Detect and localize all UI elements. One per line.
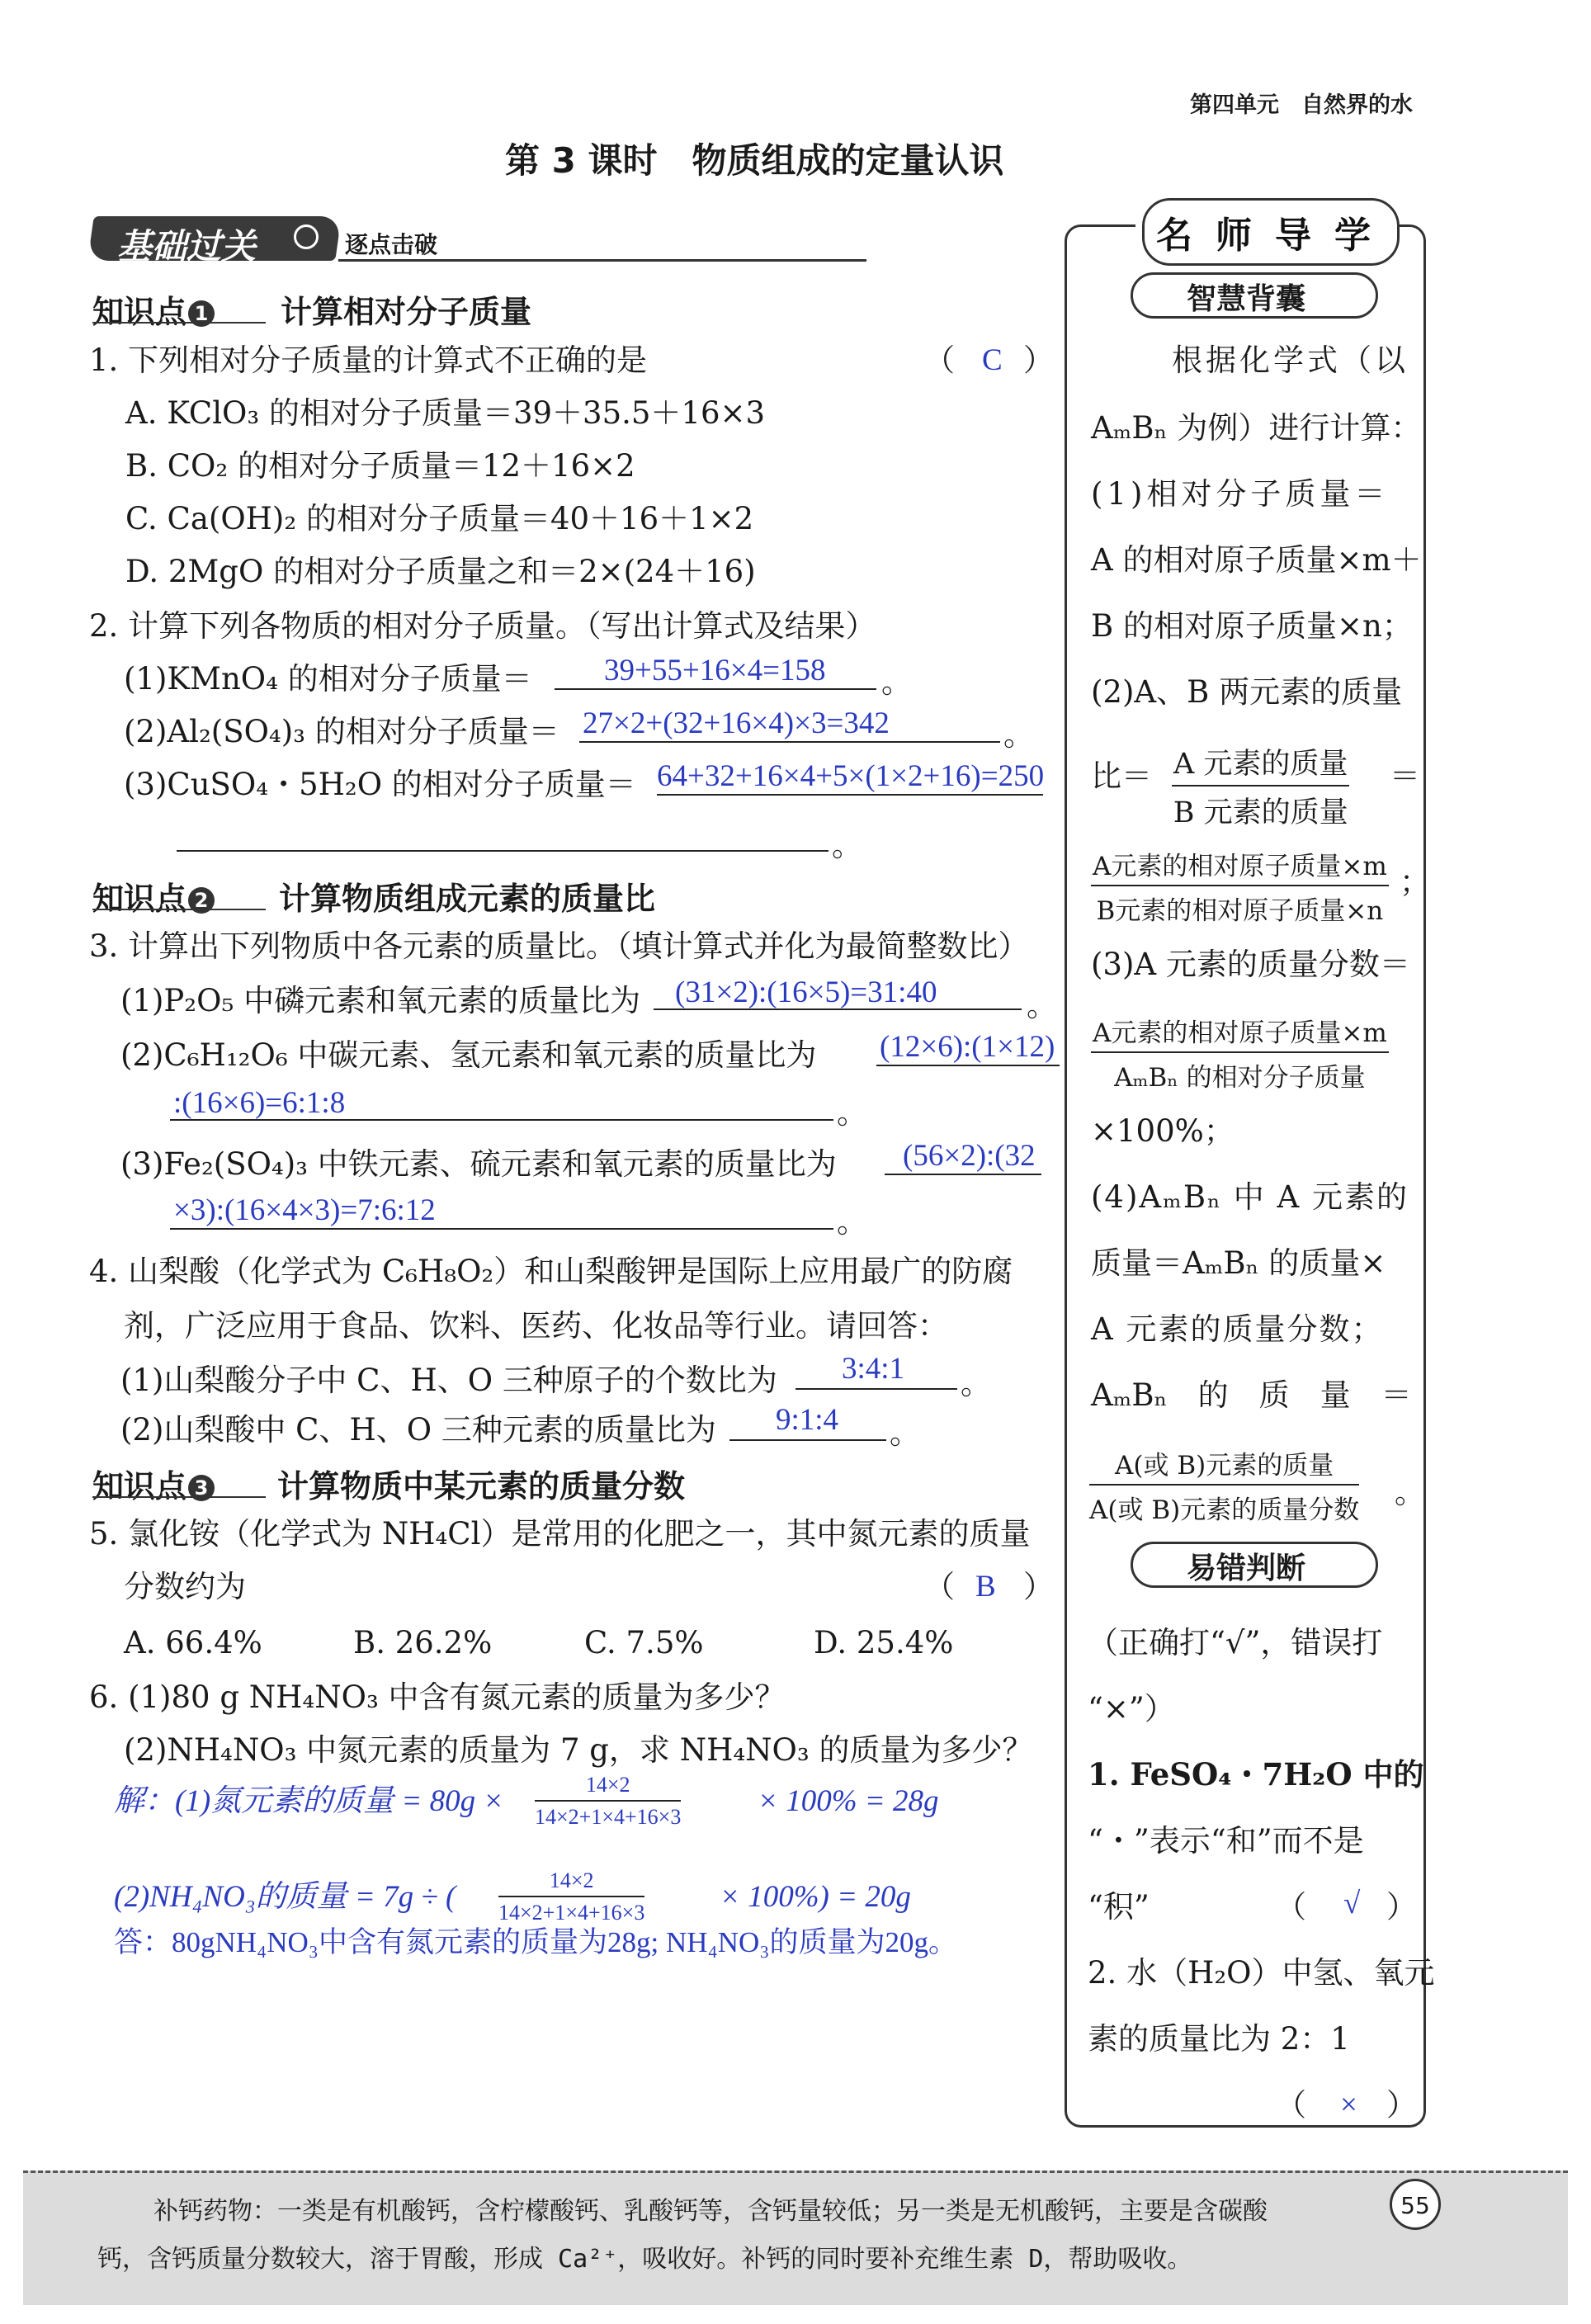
q2-blank3a xyxy=(657,794,1043,796)
q5-answer: B xyxy=(975,1570,996,1604)
sidebar-text-2: AₘBₙ 为例）进行计算： xyxy=(1091,410,1422,446)
q4-answer1: 3:4:1 xyxy=(842,1352,905,1386)
q2-stem: 2. 计算下列各物质的相对分子质量。（写出计算式及结果） xyxy=(89,608,876,644)
sidebar-text-16: 1. FeSO₄・7H₂O 中的 xyxy=(1088,1756,1424,1793)
sidebar-text-11: 质量＝AₘBₙ 的质量× xyxy=(1091,1245,1386,1281)
sidebar-title xyxy=(1142,198,1400,266)
q6-solution1-numerator: 14×2 xyxy=(535,1773,681,1802)
q1-answer: C xyxy=(982,343,1003,377)
q2-blank3b xyxy=(177,850,829,852)
sidebar-text-13: AₘBₙ 的 质 量 ＝ xyxy=(1091,1377,1412,1413)
q3-answer3b: ×3):(16×4×3)=7:6:12 xyxy=(173,1193,436,1227)
sidebar-fraction-3 xyxy=(1091,1012,1389,1094)
q2-part1: (1)KMnO₄ 的相对分子质量＝ xyxy=(124,661,532,697)
q5-bracket-right: ） xyxy=(1023,1569,1054,1604)
q3-answer3a: (56×2):(32 xyxy=(903,1139,1036,1173)
sidebar-judge1-bracket-left: （ xyxy=(1276,1889,1306,1925)
q3-part2: (2)C₆H₁₂O₆ 中碳元素、氢元素和氧元素的质量比为 xyxy=(120,1037,817,1073)
banner-label: 基础过关 xyxy=(117,226,257,267)
q6-line1: 6. (1)80 g NH₄NO₃ 中含有氮元素的质量为多少？ xyxy=(89,1679,786,1715)
sidebar-text-9: ×100%； xyxy=(1091,1113,1235,1149)
sidebar-text-4: A 的相对原子质量×m＋ xyxy=(1091,542,1422,578)
footer-line1: 补钙药物：一类是有机酸钙，含柠檬酸钙、乳酸钙等，含钙量较低；另一类是无机酸钙，主要是含碳酸 xyxy=(153,2197,1268,2226)
q6-answer-statement: 答：80gNH₄NO₃中含有氮元素的质量为28g; NH₄NO₃的质量为20g。 xyxy=(114,1926,957,1958)
footer-line2: 钙，含钙质量分数较大，溶于胃酸，形成 Ca²⁺，吸收好。补钙的同时要补充维生素 D，帮助吸收。 xyxy=(97,2245,1192,2274)
kp1-title: 计算相对分子质量 xyxy=(281,294,532,330)
sidebar-fraction-4 xyxy=(1089,1444,1359,1526)
q3-answer1: (31×2):(16×5)=31:40 xyxy=(675,975,937,1009)
q4-end2: 。 xyxy=(890,1415,920,1451)
q1-option-b: B. CO₂ 的相对分子质量＝12＋16×2 xyxy=(125,448,635,484)
kp3-title: 计算物质中某元素的质量分数 xyxy=(277,1468,686,1504)
q2-end2: 。 xyxy=(1003,717,1034,753)
q3-answer2a: (12×6):(1×12) xyxy=(880,1030,1055,1064)
kp1-badge: 1 xyxy=(188,300,215,327)
sidebar-text-18: “积” xyxy=(1088,1889,1150,1925)
q5-line1: 5. 氯化铵（化学式为 NH₄Cl）是常用的化肥之一，其中氮元素的质量 xyxy=(89,1516,1031,1552)
q4-blank2 xyxy=(729,1439,886,1441)
kp2-label: 知识点 xyxy=(92,881,187,917)
kp3-badge: 3 xyxy=(188,1475,215,1501)
q4-line2: 剂，广泛应用于食品、饮料、医药、化妆品等行业。请回答： xyxy=(124,1308,948,1344)
q3-blank2a xyxy=(876,1065,1060,1066)
sidebar-text-6: (2)A、B 两元素的质量 xyxy=(1091,674,1403,710)
sidebar-judge2-bracket-right: ） xyxy=(1386,2087,1417,2123)
sidebar-fraction-1-den: B 元素的质量 xyxy=(1173,796,1348,829)
q2-end3: 。 xyxy=(832,828,862,863)
sidebar-fraction-2-num: A元素的相对原子质量×m xyxy=(1091,845,1389,886)
sidebar-text-14: （正确打“√”，错误打 xyxy=(1088,1625,1383,1660)
sidebar-text-15: “×”） xyxy=(1088,1691,1175,1726)
sidebar-judge1-bracket-right: ） xyxy=(1386,1889,1417,1925)
q4-part2: (2)山梨酸中 C、H、O 三种元素的质量比为 xyxy=(120,1412,716,1448)
q1-option-a: A. KClO₃ 的相对分子质量＝39＋35.5＋16×3 xyxy=(125,395,766,431)
banner-sub: 逐点击破 xyxy=(345,231,438,258)
q5-option-b: B. 26.2% xyxy=(353,1625,493,1660)
q2-part3: (3)CuSO₄・5H₂O 的相对分子质量＝ xyxy=(124,767,636,802)
sidebar-sub2: 易错判断 xyxy=(1187,1552,1306,1585)
q2-blank2 xyxy=(579,741,1000,743)
sidebar-sub1: 智慧背囊 xyxy=(1187,282,1306,316)
q3-blank2b xyxy=(170,1119,833,1121)
unit-header: 第四单元 自然界的水 xyxy=(1190,92,1413,118)
sidebar-fraction-2 xyxy=(1091,845,1389,927)
sidebar-fraction-4-den: A(或 B)元素的质量分数 xyxy=(1089,1495,1360,1525)
q1-stem: 1. 下列相对分子质量的计算式不正确的是 xyxy=(89,342,648,378)
kp3-heading xyxy=(92,1461,215,1506)
q3-part1: (1)P₂O₅ 中磷元素和氧元素的质量比为 xyxy=(120,983,641,1018)
q4-line1: 4. 山梨酸（化学式为 C₆H₈O₂）和山梨酸钾是国际上应用最广的防腐 xyxy=(89,1254,1013,1289)
q6-solution2-post: × 100%) = 20g xyxy=(720,1880,911,1914)
q2-part2: (2)Al₂(SO₄)₃ 的相对分子质量＝ xyxy=(124,714,559,749)
kp1-label: 知识点 xyxy=(92,294,187,330)
sidebar-fraction-1 xyxy=(1172,741,1349,831)
sidebar-judge2-bracket-left: （ xyxy=(1276,2087,1306,2123)
q6-solution2-denominator: 14×2+1×4+16×3 xyxy=(498,1901,645,1925)
lesson-title: 第 3 课时 物质组成的定量认识 xyxy=(505,140,1004,181)
q3-stem: 3. 计算出下列物质中各元素的质量比。（填计算式并化为最简整数比） xyxy=(89,928,1029,964)
sidebar-judge1-answer: √ xyxy=(1343,1887,1361,1920)
q1-bracket-right: ） xyxy=(1023,342,1054,378)
sidebar-judge2-answer: × xyxy=(1340,2088,1357,2122)
q6-solution1-fraction xyxy=(535,1773,681,1830)
q3-part3: (3)Fe₂(SO₄)₃ 中铁元素、硫元素和氧元素的质量比为 xyxy=(120,1146,837,1182)
q3-blank3a xyxy=(885,1174,1041,1175)
sidebar-text-12: A 元素的质量分数； xyxy=(1091,1311,1384,1347)
sidebar-text-1: 根据化学式（以 xyxy=(1172,342,1409,378)
q2-answer1: 39+55+16×4=158 xyxy=(604,654,826,687)
kp2-badge: 2 xyxy=(188,887,215,914)
sidebar-text-7: 比＝ xyxy=(1091,758,1152,794)
sidebar-text-8: (3)A 元素的质量分数＝ xyxy=(1091,947,1410,982)
sidebar-semicolon: ； xyxy=(1400,864,1430,900)
q3-blank1 xyxy=(654,1008,1022,1010)
q3-end3: 。 xyxy=(837,1204,867,1240)
q3-answer2b: :(16×6)=6:1:8 xyxy=(173,1086,346,1120)
sidebar-fraction-4-num: A(或 B)元素的质量 xyxy=(1089,1444,1359,1486)
target-icon xyxy=(294,224,319,249)
q4-part1: (1)山梨酸分子中 C、H、O 三种原子的个数比为 xyxy=(120,1363,777,1398)
sidebar-fraction-3-num: A元素的相对原子质量×m xyxy=(1091,1012,1389,1053)
sidebar-text-3: (1)相对分子质量＝ xyxy=(1091,476,1390,512)
kp3-rule xyxy=(92,1496,266,1498)
kp2-heading xyxy=(92,873,215,919)
q1-bracket-left: （ xyxy=(924,342,955,378)
q6-solution1-post: × 100% = 28g xyxy=(758,1784,939,1818)
q2-answer3: 64+32+16×4+5×(1×2+16)=250 xyxy=(657,759,1045,793)
q6-line2: (2)NH₄NO₃ 中氮元素的质量为 7 g，求 NH₄NO₃ 的质量为多少？ xyxy=(124,1732,1033,1768)
q1-option-c: C. Ca(OH)₂ 的相对分子质量＝40＋16＋1×2 xyxy=(125,501,754,536)
sidebar-title-text: 名师导学 xyxy=(1142,198,1400,266)
sidebar-end: 。 xyxy=(1395,1475,1425,1510)
q4-blank1 xyxy=(796,1388,957,1390)
kp1-rule xyxy=(92,322,266,324)
q6-solution1-pre: 解：(1)氮元素的质量 = 80g × xyxy=(114,1784,504,1818)
sidebar-fraction-2-den: B元素的相对原子质量×n xyxy=(1096,896,1384,926)
q5-line2: 分数约为 xyxy=(124,1569,246,1604)
q6-solution2-numerator: 14×2 xyxy=(498,1868,644,1897)
kp3-label: 知识点 xyxy=(92,1468,187,1504)
kp1-heading xyxy=(92,286,215,332)
q2-blank1 xyxy=(555,688,876,690)
q5-bracket-left: （ xyxy=(924,1569,955,1604)
sidebar-text-20: 素的质量比为 2：1 xyxy=(1088,2021,1350,2057)
q2-end1: 。 xyxy=(881,664,912,700)
sidebar-text-19: 2. 水（H₂O）中氢、氧元 xyxy=(1088,1955,1435,1991)
q3-blank3b xyxy=(170,1228,833,1230)
sidebar-fraction-3-den: AₘBₙ 的相对分子质量 xyxy=(1114,1063,1366,1093)
banner-rule xyxy=(338,259,866,262)
q4-answer2: 9:1:4 xyxy=(776,1403,839,1437)
sidebar-text-5: B 的相对原子质量×n； xyxy=(1091,608,1413,644)
q4-end1: 。 xyxy=(961,1366,991,1401)
q5-option-d: D. 25.4% xyxy=(814,1625,954,1660)
q6-solution2-pre: (2)NH₄NO₃的质量 = 7g ÷ ( xyxy=(114,1880,456,1914)
q5-option-c: C. 7.5% xyxy=(584,1625,704,1660)
sidebar-fraction-1-num: A 元素的质量 xyxy=(1172,741,1349,786)
kp2-title: 计算物质组成元素的质量比 xyxy=(279,881,656,917)
q3-end2: 。 xyxy=(837,1095,867,1131)
q2-answer2: 27×2+(32+16×4)×3=342 xyxy=(583,706,890,740)
q6-solution2-fraction xyxy=(498,1868,644,1925)
q1-option-d: D. 2MgO 的相对分子质量之和＝2×(24＋16) xyxy=(125,554,756,589)
kp2-rule xyxy=(92,909,266,910)
sidebar-text-17: “・”表示“和”而不是 xyxy=(1088,1823,1364,1859)
q5-option-a: A. 66.4% xyxy=(124,1625,262,1660)
q3-end1: 。 xyxy=(1027,988,1057,1023)
page-number: 55 xyxy=(1390,2179,1441,2230)
sidebar-equals: ＝ xyxy=(1390,758,1420,794)
q6-solution1-denominator: 14×2+1×4+16×3 xyxy=(535,1805,682,1829)
sidebar-text-10: (4)AₘBₙ 中 A 元素的 xyxy=(1091,1179,1409,1215)
